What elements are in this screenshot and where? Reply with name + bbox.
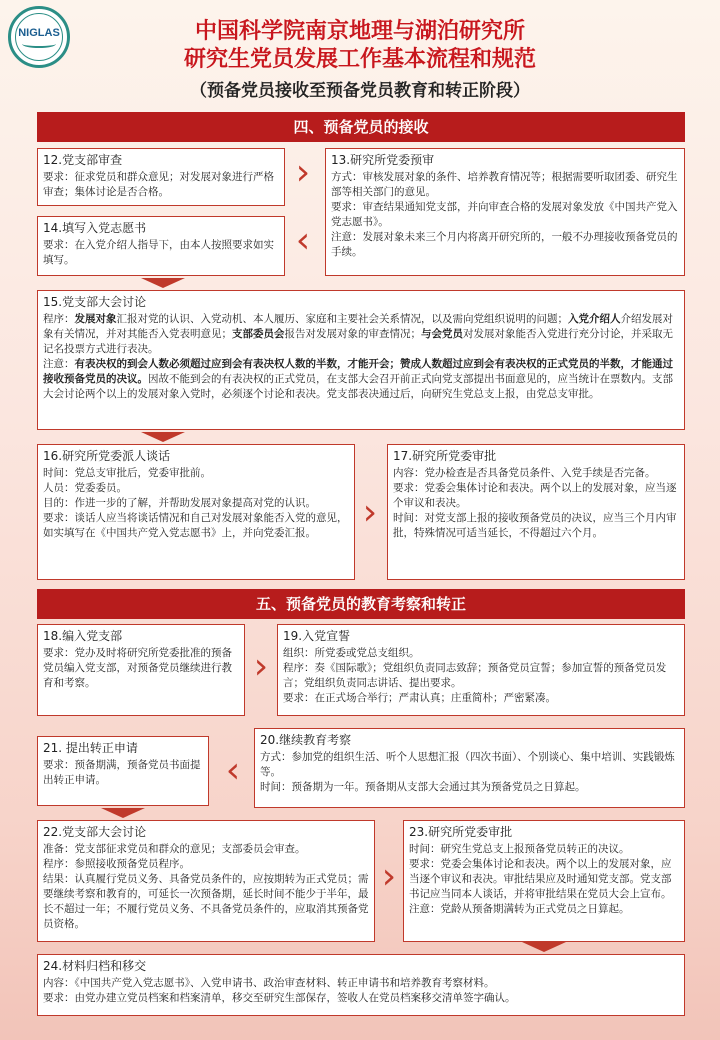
step-18-box (37, 624, 245, 716)
arrow-down-icon (141, 432, 185, 442)
text: 汇报对党的认识、入党动机、本人履历、家庭和主要社会关系情况，以及需向党组织说明的问题； (116, 313, 568, 325)
step-22-title: 22.党支部大会讨论 (43, 825, 147, 839)
step-15-procedure (43, 312, 679, 357)
step-13-line: 注意：发展对象未来三个月内将离开研究所的，一般不办理接收预备党员的手续。 (331, 231, 678, 258)
step-14-box (37, 216, 285, 276)
step-13-line: 要求：审查结果通知党支部，并向审查合格的发展对象发放《中国共产党入党志愿书》。 (331, 201, 678, 228)
step-19-line: 组织：所党委或党总支组织。 (283, 647, 420, 659)
step-19-title: 19.入党宣誓 (283, 629, 351, 643)
step-22-line: 程序：参照接收预备党员程序。 (43, 858, 190, 870)
step-17-title: 17.研究所党委审批 (393, 449, 497, 463)
step-16-line: 时间：党总支审批后，党委审批前。 (43, 467, 211, 479)
step-12-title: 12.党支部审查 (43, 153, 123, 167)
chevron-left-icon: ‹ (295, 220, 311, 261)
logo-text: NIGLAS (18, 26, 60, 39)
step-14-title: 14.填写入党志愿书 (43, 221, 147, 235)
chevron-left-icon: ‹ (225, 750, 241, 791)
step-22-box (37, 820, 375, 942)
step-23-box (403, 820, 685, 942)
step-22-line: 结果：认真履行党员义务、具备党员条件的，应按期转为正式党员；需要继续考察和教育的，可延长一次预备期，延长时间不能少于半年，最长不超过一年；不履行党员义务、不具备党员条件的，应取消其预备党员资格。 (43, 873, 369, 930)
step-17-line: 时间：对党支部上报的接收预备党员的决议，应当三个月内审批，特殊情况可适当延长，不得超过六个月。 (393, 512, 677, 539)
label: 注意： (43, 358, 75, 370)
step-20-title: 20.继续教育考察 (260, 733, 352, 747)
arrow-down-icon (141, 278, 185, 288)
step-16-line: 目的：作进一步的了解，并帮助发展对象提高对党的认识。 (43, 497, 316, 509)
step-24-title: 24.材料归档和移交 (43, 959, 147, 973)
chevron-right-icon: › (362, 492, 378, 533)
step-15-box (37, 290, 685, 430)
step-14-line: 要求：在入党介绍人指导下，由本人按照要求如实填写。 (43, 239, 274, 266)
text: 对发展对象能否入党进行充分讨论，并采取无记名投票方式进行表决。 (43, 328, 673, 355)
bold-text: 有表决权的到会人数必须超过应到会有表决权人数的半数，才能开会；赞成人数超过应到会有表决权的正式党员的半数，才能通过接收预备党员的决议。 (43, 358, 673, 385)
step-17-line: 内容：党办检查是否具备党员条件、入党手续是否完备。 (393, 467, 656, 479)
step-21-box (37, 736, 209, 806)
bold-text: 支部委员会 (232, 328, 285, 340)
step-12-line: 要求：征求党员和群众意见；对发展对象进行严格审查；集体讨论是否合格。 (43, 171, 274, 198)
step-16-line: 要求：谈话人应当将谈话情况和自己对发展对象能否入党的意见，如实填写在《中国共产党入党志愿书》上，并向党委汇报。 (43, 512, 348, 539)
step-20-line: 时间：预备期为一年。预备期从支部大会通过其为预备党员之日算起。 (260, 781, 586, 793)
step-19-box (277, 624, 685, 716)
bold-text: 发展对象 (74, 313, 117, 325)
chevron-right-icon: › (381, 856, 397, 897)
step-23-line: 时间：研究生党总支上报预备党员转正的决议。 (409, 843, 630, 855)
step-16-box (37, 444, 355, 580)
step-20-box (254, 728, 685, 808)
title-line-1: 中国科学院南京地理与湖泊研究所 (194, 18, 525, 44)
step-24-line: 内容：《中国共产党入党志愿书》、入党申请书、政治审查材料、转正申请书和培养教育考察材料。 (43, 977, 495, 989)
step-13-line: 方式：审核发展对象的条件、培养教育情况等；根据需要听取团委、研究生部等相关部门的意见。 (331, 171, 678, 198)
step-23-title: 23.研究所党委审批 (409, 825, 513, 839)
arrow-down-icon (522, 942, 566, 952)
text: 报告对发展对象的审查情况； (284, 328, 421, 340)
bold-text: 入党介绍人 (568, 313, 621, 325)
step-23-line: 要求：党委会集体讨论和表决。两个以上的发展对象，应当逐个审议和表决。审批结果应及时通知党支部。党支部书记应当同本人谈话，并将审批结果在党员大会上宣布。 (409, 858, 672, 900)
step-15-title: 15.党支部大会讨论 (43, 295, 147, 309)
step-23-line: 注意：党龄从预备期满转为正式党员之日算起。 (409, 903, 630, 915)
step-17-box (387, 444, 685, 580)
chevron-right-icon: › (253, 646, 269, 687)
step-17-line: 要求：党委会集体讨论和表决。两个以上的发展对象，应当逐个审议和表决。 (393, 482, 677, 509)
step-24-box (37, 954, 685, 1016)
subtitle: （预备党员接收至预备党员教育和转正阶段） (190, 81, 530, 101)
chevron-right-icon: › (295, 152, 311, 193)
step-12-box (37, 148, 285, 206)
section-4-banner: 四、预备党员的接收 (37, 112, 685, 142)
title-line-2: 研究生党员发展工作基本流程和规范 (183, 46, 536, 72)
step-16-line: 人员：党委委员。 (43, 482, 127, 494)
text: 介绍发展对象有关情况，并对其能否入党表明意见； (43, 313, 673, 340)
label: 程序： (43, 313, 75, 325)
step-16-title: 16.研究所党委派人谈话 (43, 449, 171, 463)
step-15-note (43, 357, 679, 402)
section-5-banner: 五、预备党员的教育考察和转正 (37, 589, 685, 619)
bold-text: 与会党员 (421, 328, 463, 340)
text: 因故不能到会的有表决权的正式党员，在支部大会召开前正式向党支部提出书面意见的，应当统计在票数内。支部大会讨论两个以上的发展对象入党时，必须逐个讨论和表决。党支部表决通过后，向研究生党总支上报，由党总支审批。 (43, 373, 673, 400)
step-22-line: 准备：党支部征求党员和群众的意见；支部委员会审查。 (43, 843, 306, 855)
step-19-line: 要求：在正式场合举行；严肃认真；庄重简朴；严密紧凑。 (283, 692, 556, 704)
step-20-line: 方式：参加党的组织生活、听个人思想汇报（四次书面）、个别谈心、集中培训、实践锻炼等。 (260, 751, 675, 778)
step-24-line: 要求：由党办建立党员档案和档案清单，移交至研究生部保存，签收人在党员档案移交清单签字确认。 (43, 992, 516, 1004)
step-19-line: 程序：奏《国际歌》；党组织负责同志致辞；预备党员宣誓；参加宣誓的预备党员发言；党组织负责同志讲话、提出要求。 (283, 662, 667, 689)
step-13-box (325, 148, 685, 276)
step-18-line: 要求：党办及时将研究所党委批准的预备党员编入党支部，对预备党员继续进行教育和考察。 (43, 647, 232, 689)
step-18-title: 18.编入党支部 (43, 629, 123, 643)
step-21-title: 21. 提出转正申请 (43, 741, 138, 755)
arrow-down-icon (101, 808, 145, 818)
step-13-title: 13.研究所党委预审 (331, 153, 435, 167)
step-21-line: 要求：预备期满，预备党员书面提出转正申请。 (43, 759, 201, 786)
